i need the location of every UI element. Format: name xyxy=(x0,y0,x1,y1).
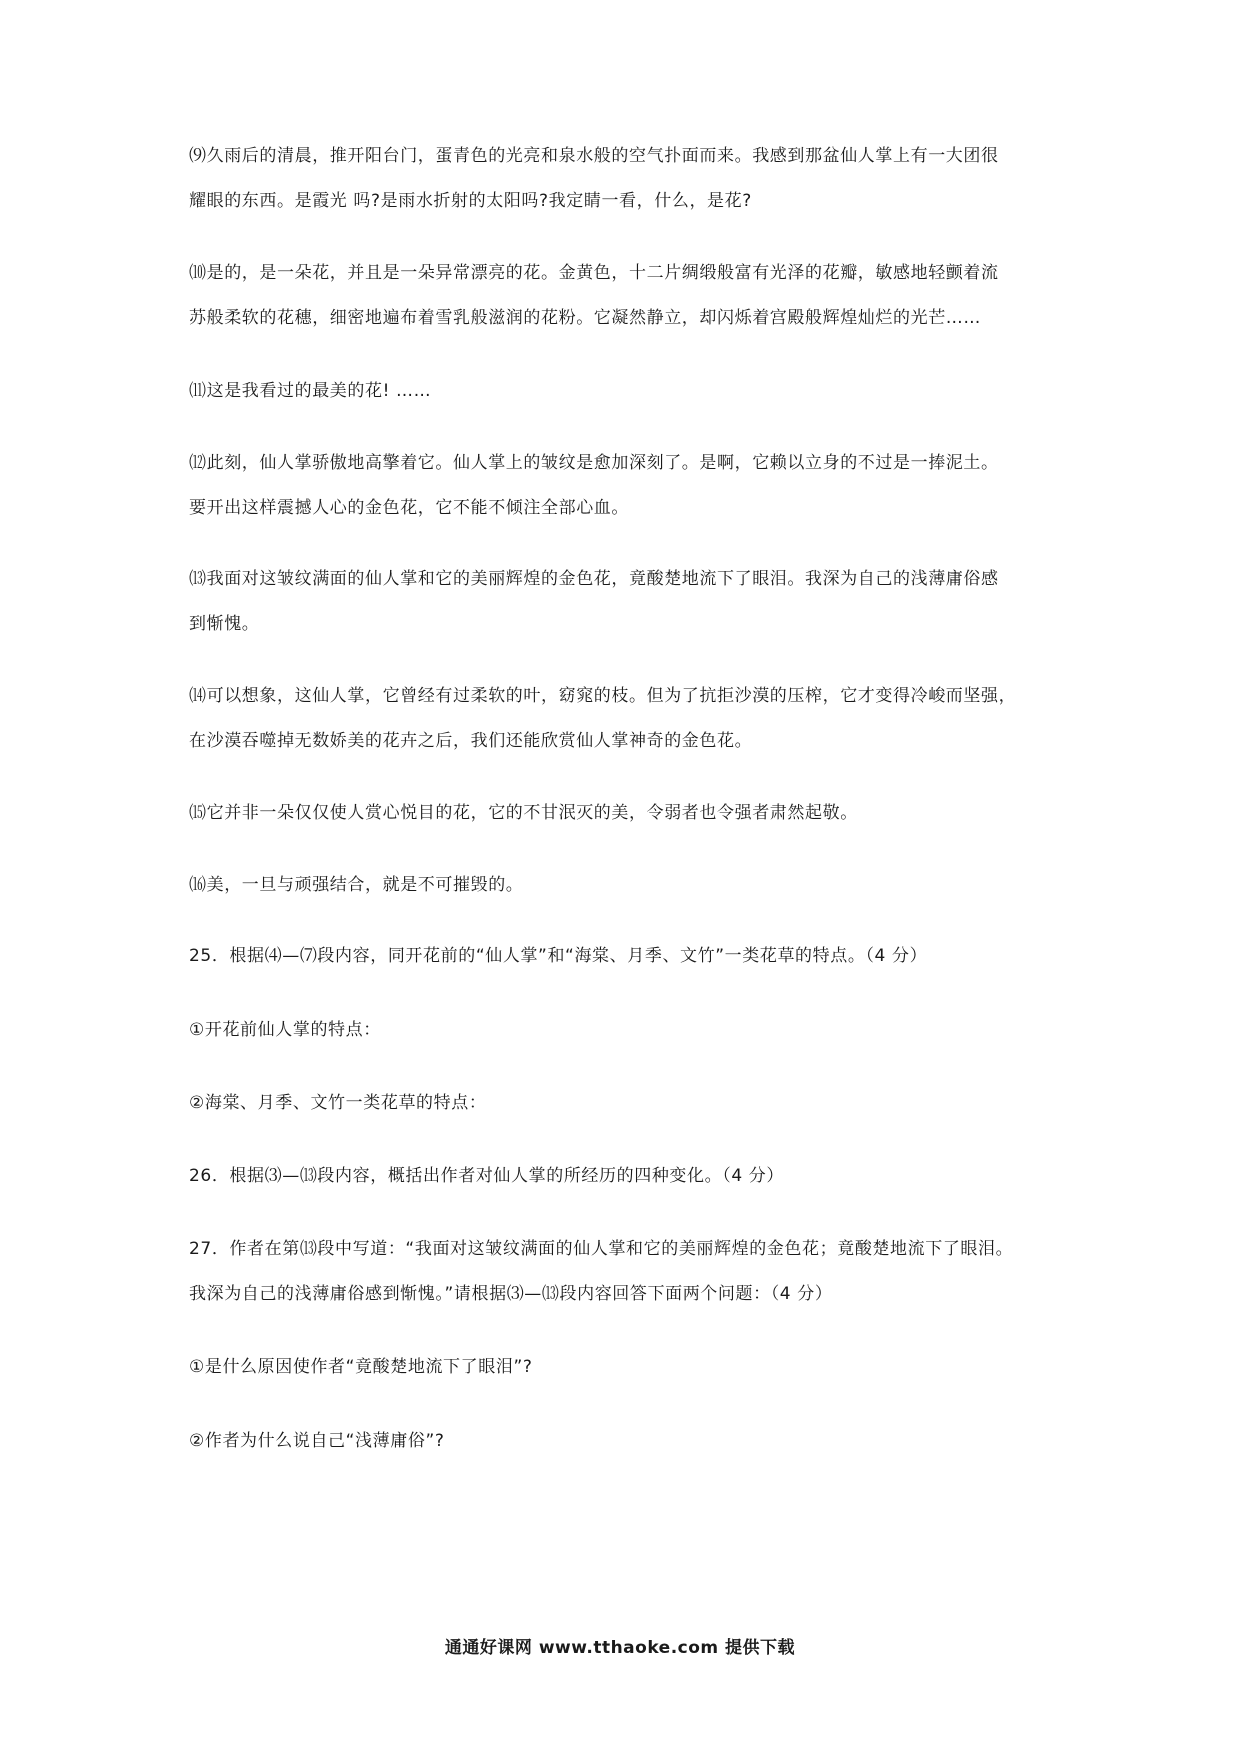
paragraph-12-line-2: 要开出这样震撼人心的金色花，它不能不倾注全部心血。 xyxy=(189,498,629,518)
question-27-line-2: 我深为自己的浅薄庸俗感到惭愧。”请根据⑶—⒀段内容回答下面两个问题：（4 分） xyxy=(189,1284,833,1304)
question-27-part-2: ②作者为什么说自己“浅薄庸俗”? xyxy=(189,1431,445,1451)
footer-source: 通通好课网 www.tthaoke.com 提供下载 xyxy=(444,1638,796,1658)
question-27-part-1: ①是什么原因使作者“竟酸楚地流下了眼泪”? xyxy=(189,1357,533,1377)
paragraph-14-line-2: 在沙漠吞噬掉无数娇美的花卉之后，我们还能欣赏仙人掌神奇的金色花。 xyxy=(189,731,753,751)
paragraph-9-line-2: 耀眼的东西。是霞光 吗?是雨水折射的太阳吗?我定睛一看，什么，是花? xyxy=(189,191,752,211)
paragraph-13-line-1: ⒀我面对这皱纹满面的仙人掌和它的美丽辉煌的金色花，竟酸楚地流下了眼泪。我深为自己的浅薄庸俗感 xyxy=(189,569,999,589)
question-27-line-1: 27．作者在第⒀段中写道：“我面对这皱纹满面的仙人掌和它的美丽辉煌的金色花；竟酸楚地流下了眼泪。 xyxy=(189,1239,1014,1259)
question-26: 26．根据⑶—⒀段内容，概括出作者对仙人掌的所经历的四种变化。（4 分） xyxy=(189,1166,784,1186)
paragraph-10-line-2: 苏般柔软的花穗，细密地遍布着雪乳般滋润的花粉。它凝然静立，却闪烁着宫殿般辉煌灿烂的光芒…… xyxy=(189,308,981,328)
paragraph-14-line-1: ⒁可以想象，这仙人掌，它曾经有过柔软的叶，窈窕的枝。但为了抗拒沙漠的压榨，它才变得冷峻而坚强， xyxy=(189,686,1017,706)
paragraph-12-line-1: ⑿此刻，仙人掌骄傲地高擎着它。仙人掌上的皱纹是愈加深刻了。是啊，它赖以立身的不过是一捧泥土。 xyxy=(189,453,999,473)
paragraph-13-line-2: 到惭愧。 xyxy=(189,614,260,634)
paragraph-9-line-1: ⑼久雨后的清晨，推开阳台门，蛋青色的光亮和泉水般的空气扑面而来。我感到那盆仙人掌上有一大团很 xyxy=(189,146,999,166)
paragraph-10-line-1: ⑽是的，是一朵花，并且是一朵异常漂亮的花。金黄色，十二片绸缎般富有光泽的花瓣，敏感地轻颤着流 xyxy=(189,263,999,283)
paragraph-11-line-1: ⑾这是我看过的最美的花! …… xyxy=(189,381,432,401)
question-25: 25．根据⑷—⑺段内容，同开花前的“仙人掌”和“海棠、月季、文竹”一类花草的特点。（4 分） xyxy=(189,946,928,966)
question-25-part-2: ②海棠、月季、文竹一类花草的特点： xyxy=(189,1093,487,1113)
paragraph-16-line-1: ⒃美，一旦与顽强结合，就是不可摧毁的。 xyxy=(189,875,524,895)
paragraph-15-line-1: ⒂它并非一朵仅仅使人赏心悦目的花，它的不甘泯灭的美，令弱者也令强者肃然起敬。 xyxy=(189,803,858,823)
question-25-part-1: ①开花前仙人掌的特点： xyxy=(189,1020,381,1040)
